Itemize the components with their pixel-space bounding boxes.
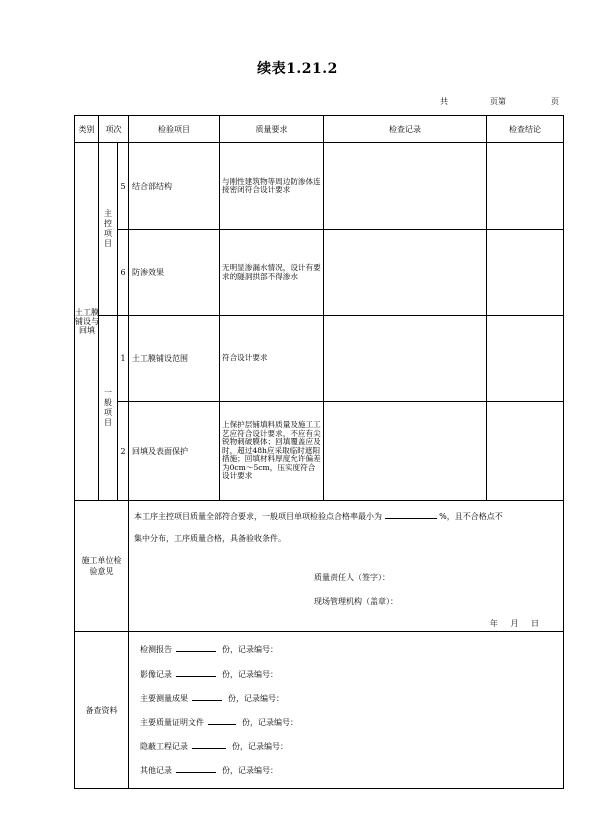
reference-item-name: 隐蔽工程记录 [140,742,188,751]
reference-item [140,692,284,704]
reference-label-cell [75,632,129,789]
reference-item-unit: 份，记录编号： [222,766,278,775]
responsible-person-label: 质量责任人（签字）： [314,573,390,582]
opinion-text-a: 本工序主控项目质量全部符合要求，一般项目单项检验点合格率最小为 [134,512,382,521]
inspection-conclusion-cell[interactable] [487,316,564,402]
row-number: 6 [118,230,129,316]
inspection-conclusion-cell[interactable] [487,402,564,501]
general-group-cell [99,316,118,501]
inspection-record-cell[interactable] [324,143,487,230]
reference-item-unit: 份，记录编号： [222,645,278,654]
page-total-label: 共 [440,97,448,106]
opinion-line-1 [134,510,503,522]
table-header-row [75,116,564,143]
header-inspection-item: 检验项目 [129,116,220,143]
inspection-record-cell[interactable] [324,316,487,402]
reference-item-unit: 份，记录编号： [232,742,288,751]
table-row [75,316,564,402]
quality-requirement: 上保护层铺填料质量及施工工艺应符合设计要求，不应有尖锐物刺破膜体；回填覆盖应及时，超过48h应采取临时遮阳措施；回填材料厚度允许偏差为0cm～5cm，压实度符合设计要求 [220,402,324,501]
header-quality-requirement: 质量要求 [220,116,324,143]
inspection-conclusion-cell[interactable] [487,143,564,230]
quality-requirement: 无明显渗漏水情况，设计有要求的隧洞拱部不得渗水 [220,230,324,316]
opinion-text-b: %，且不合格点不 [439,512,503,521]
row-number: 5 [118,143,129,230]
row-number: 1 [118,316,129,402]
reference-item-unit: 份，记录编号： [242,718,298,727]
table-row [75,230,564,316]
reference-item-name: 检测报告 [140,645,172,654]
count-blank[interactable] [176,668,216,677]
opinion-row [75,501,564,632]
main-group-cell [99,143,118,316]
page-number-label-end: 页 [551,97,559,106]
reference-item-unit: 份，记录编号： [228,694,284,703]
count-blank[interactable] [208,716,236,725]
category-label: 土工膜铺设与回填 [75,308,99,335]
quality-requirement: 符合设计要求 [220,316,324,402]
count-blank[interactable] [192,692,222,701]
reference-item [140,764,278,776]
management-org-label: 现场管理机构（盖章）： [314,597,398,606]
reference-item-name: 主要测量成果 [140,694,188,703]
reference-item-unit: 份，记录编号： [222,670,278,679]
count-blank[interactable] [192,740,226,749]
reference-item-name: 主要质量证明文件 [140,718,204,727]
inspection-conclusion-cell[interactable] [487,230,564,316]
reference-item [140,668,278,680]
table-row [75,143,564,230]
inspection-form-table [74,115,564,789]
date-label: 年 月 日 [489,619,539,628]
count-blank[interactable] [176,643,216,652]
page-number-label: 页第 [490,97,506,106]
reference-item [140,643,278,655]
inspection-item: 土工膜铺设范围 [129,316,220,402]
table-row [75,402,564,501]
reference-cell [129,632,564,789]
inspection-item: 结合部结构 [129,143,220,230]
pass-rate-blank[interactable] [385,510,437,519]
quality-requirement: 与刚性建筑物等周边防渗体连接密闭符合设计要求 [220,143,324,230]
document-title: 续表1.21.2 [257,61,338,77]
opinion-label-cell [75,501,129,632]
category-cell [75,143,99,501]
inspection-record-cell[interactable] [324,230,487,316]
reference-item-name: 其他记录 [140,766,172,775]
main-group-label: 主控项目 [104,209,112,248]
opinion-line-2: 集中分布，工序质量合格，具备验收条件。 [134,534,286,543]
reference-row [75,632,564,789]
general-group-label: 一般项目 [104,388,112,427]
opinion-label: 施工单位检验意见 [81,556,122,576]
row-number: 2 [118,402,129,501]
inspection-record-cell[interactable] [324,402,487,501]
inspection-item: 防渗效果 [129,230,220,316]
header-inspection-conclusion: 检查结论 [487,116,564,143]
header-inspection-record: 检查记录 [324,116,487,143]
reference-item [140,716,298,728]
inspection-item: 回填及表面保护 [129,402,220,501]
header-category: 类别 [75,116,99,143]
reference-item-name: 影像记录 [140,670,172,679]
reference-item [140,740,288,752]
reference-label: 备查资料 [85,705,118,715]
count-blank[interactable] [176,764,216,773]
opinion-cell [129,501,564,632]
header-sub-item: 项次 [99,116,129,143]
